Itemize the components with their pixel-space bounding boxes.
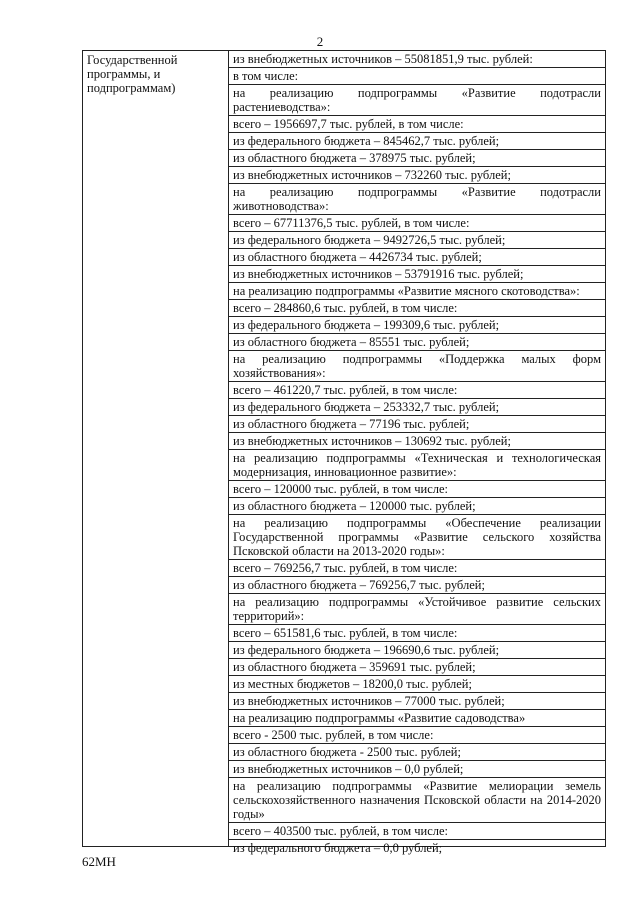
table-row: из федерального бюджета – 0,0 рублей; xyxy=(233,841,443,855)
footer-code: 62МН xyxy=(82,854,116,869)
table-row: на реализацию подпрограммы «Техническая и технологическая модернизация, инновационное развитие»: xyxy=(229,450,605,481)
table-row: всего – 120000 тыс. рублей, в том числе: xyxy=(229,481,605,498)
table-row: всего – 461220,7 тыс. рублей, в том числе: xyxy=(229,382,605,399)
table-row: всего - 2500 тыс. рублей, в том числе: xyxy=(229,727,605,744)
table-row: из внебюджетных источников – 55081851,9 тыс. рублей: xyxy=(229,51,605,68)
table-row: из областного бюджета – 378975 тыс. рублей; xyxy=(229,150,605,167)
right-column xyxy=(229,51,605,857)
table-row: на реализацию подпрограммы «Развитие мясного скотоводства»: xyxy=(229,283,605,300)
table-row: из внебюджетных источников – 53791916 тыс. рублей; xyxy=(229,266,605,283)
table-row: из областного бюджета – 4426734 тыс. рублей; xyxy=(229,249,605,266)
table-row: из областного бюджета – 77196 тыс. рублей; xyxy=(229,416,605,433)
table-row: из федерального бюджета – 196690,6 тыс. рублей; xyxy=(229,642,605,659)
document-table xyxy=(82,50,606,855)
table-row: на реализацию подпрограммы «Развитие подотрасли растениеводства»: xyxy=(229,85,605,116)
table-row: из федерального бюджета – 253332,7 тыс. рублей; xyxy=(229,399,605,416)
table-row: на реализацию подпрограммы «Развитие мелиорации земель сельскохозяйственного назначения Псковской области на 2014-2020 годы» xyxy=(229,778,605,823)
table-row: на реализацию подпрограммы «Устойчивое развитие сельских территорий»: xyxy=(229,594,605,625)
table-row: всего – 1956697,7 тыс. рублей, в том числе: xyxy=(229,116,605,133)
table-row: из внебюджетных источников – 0,0 рублей; xyxy=(229,761,605,778)
table-row: из областного бюджета – 120000 тыс. рублей; xyxy=(229,498,605,515)
table-row: из местных бюджетов – 18200,0 тыс. рублей; xyxy=(229,676,605,693)
table-row: из внебюджетных источников – 732260 тыс. рублей; xyxy=(229,167,605,184)
table-row: всего – 403500 тыс. рублей, в том числе: xyxy=(229,823,605,840)
table-row: из федерального бюджета – 845462,7 тыс. рублей; xyxy=(229,133,605,150)
table-row: из областного бюджета - 2500 тыс. рублей; xyxy=(229,744,605,761)
table-row: на реализацию подпрограммы «Развитие садоводства» xyxy=(229,710,605,727)
page-number: 2 xyxy=(316,34,324,49)
table-row: всего – 284860,6 тыс. рублей, в том числе: xyxy=(229,300,605,317)
table-row: из областного бюджета – 769256,7 тыс. рублей; xyxy=(229,577,605,594)
table-row: из федерального бюджета – 9492726,5 тыс. рублей; xyxy=(229,232,605,249)
table-row: всего – 769256,7 тыс. рублей, в том числе: xyxy=(229,560,605,577)
table-row: на реализацию подпрограммы «Поддержка малых форм хозяйствования»: xyxy=(229,351,605,382)
table-row: из внебюджетных источников – 130692 тыс. рублей; xyxy=(229,433,605,450)
table-row: всего – 67711376,5 тыс. рублей, в том числе: xyxy=(229,215,605,232)
table-row: из областного бюджета – 359691 тыс. рублей; xyxy=(229,659,605,676)
table-row: из внебюджетных источников – 77000 тыс. рублей; xyxy=(229,693,605,710)
table-row: из федерального бюджета – 199309,6 тыс. рублей; xyxy=(229,317,605,334)
table-row: из областного бюджета – 85551 тыс. рублей; xyxy=(229,334,605,351)
table-row: на реализацию подпрограммы «Развитие подотрасли животноводства»: xyxy=(229,184,605,215)
table-row: всего – 651581,6 тыс. рублей, в том числе: xyxy=(229,625,605,642)
table-row: на реализацию подпрограммы «Обеспечение реализации Государственной программы «Развитие сельского хозяйства Псковской области на 2013-2020 годы»: xyxy=(229,515,605,560)
left-cell-text: Государственной программы, и подпрограммам) xyxy=(87,53,178,95)
table-row: в том числе: xyxy=(229,68,605,85)
